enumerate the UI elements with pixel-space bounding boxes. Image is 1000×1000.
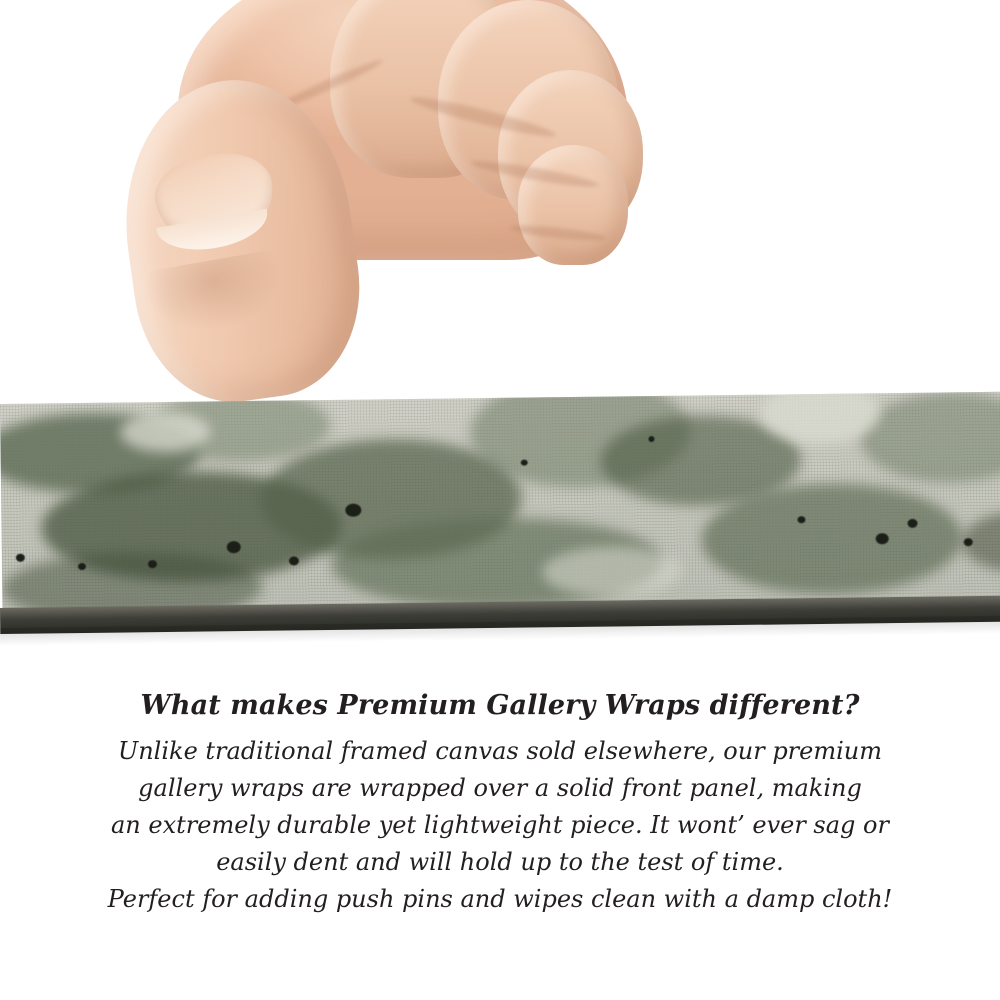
finger-knuckle (518, 145, 628, 265)
hand-illustration (118, 0, 638, 430)
caption-line-5: Perfect for adding push pins and wipes clean with a damp cloth! (107, 885, 893, 913)
caption-line-2: gallery wraps are wrapped over a solid front panel, making (138, 774, 862, 802)
caption-headline: What makes Premium Gallery Wraps different? (140, 690, 860, 721)
caption-line-3: an extremely durable yet lightweight piece. It wont’ ever sag or (111, 811, 889, 839)
caption-line-4: easily dent and will hold up to the test of time. (216, 848, 784, 876)
caption-block (0, 690, 1000, 918)
caption-line-1: Unlike traditional framed canvas sold elsewhere, our premium (117, 737, 882, 765)
canvas-wrap-strip (0, 392, 1000, 620)
